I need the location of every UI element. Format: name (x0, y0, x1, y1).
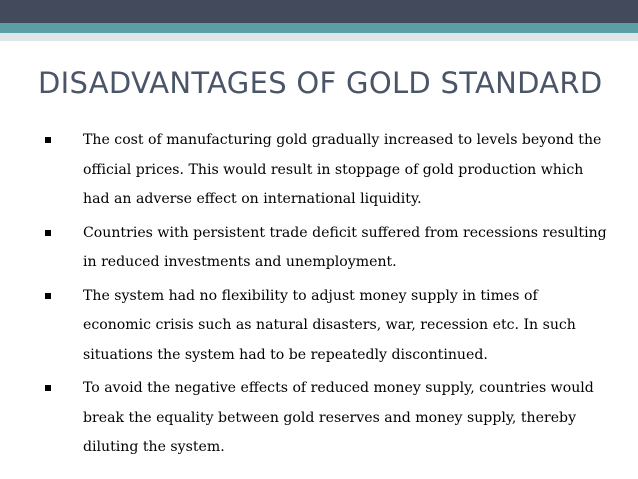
bullet-item (38, 282, 608, 371)
bullet-text: Countries with persistent trade deficit suffered from recessions resulting in reduced investments and unemployment. (83, 224, 607, 270)
square-bullet-icon (45, 230, 51, 236)
square-bullet-icon (45, 385, 51, 391)
bullet-text: The cost of manufacturing gold gradually increased to levels beyond the official prices. This would result in stoppage of gold production which had an adverse effect on international liquidity. (83, 132, 602, 207)
bullet-text: The system had no flexibility to adjust money supply in times of economic crisis such as natural disasters, war, recession etc. In such situations the system had to be repeatedly discontinued. (83, 287, 576, 363)
square-bullet-icon (45, 137, 51, 143)
header-band-dark (0, 0, 638, 23)
header-band-accent (0, 23, 638, 33)
bullet-list (38, 126, 608, 467)
bullet-item (38, 374, 608, 463)
slide-title: DISADVANTAGES OF GOLD STANDARD (38, 66, 603, 100)
bullet-item (38, 126, 608, 215)
header-band-light (0, 33, 638, 41)
square-bullet-icon (45, 293, 51, 299)
bullet-item (38, 219, 608, 278)
bullet-text: To avoid the negative effects of reduced money supply, countries would break the equality between gold reserves and money supply, thereby diluting the system. (83, 380, 594, 455)
